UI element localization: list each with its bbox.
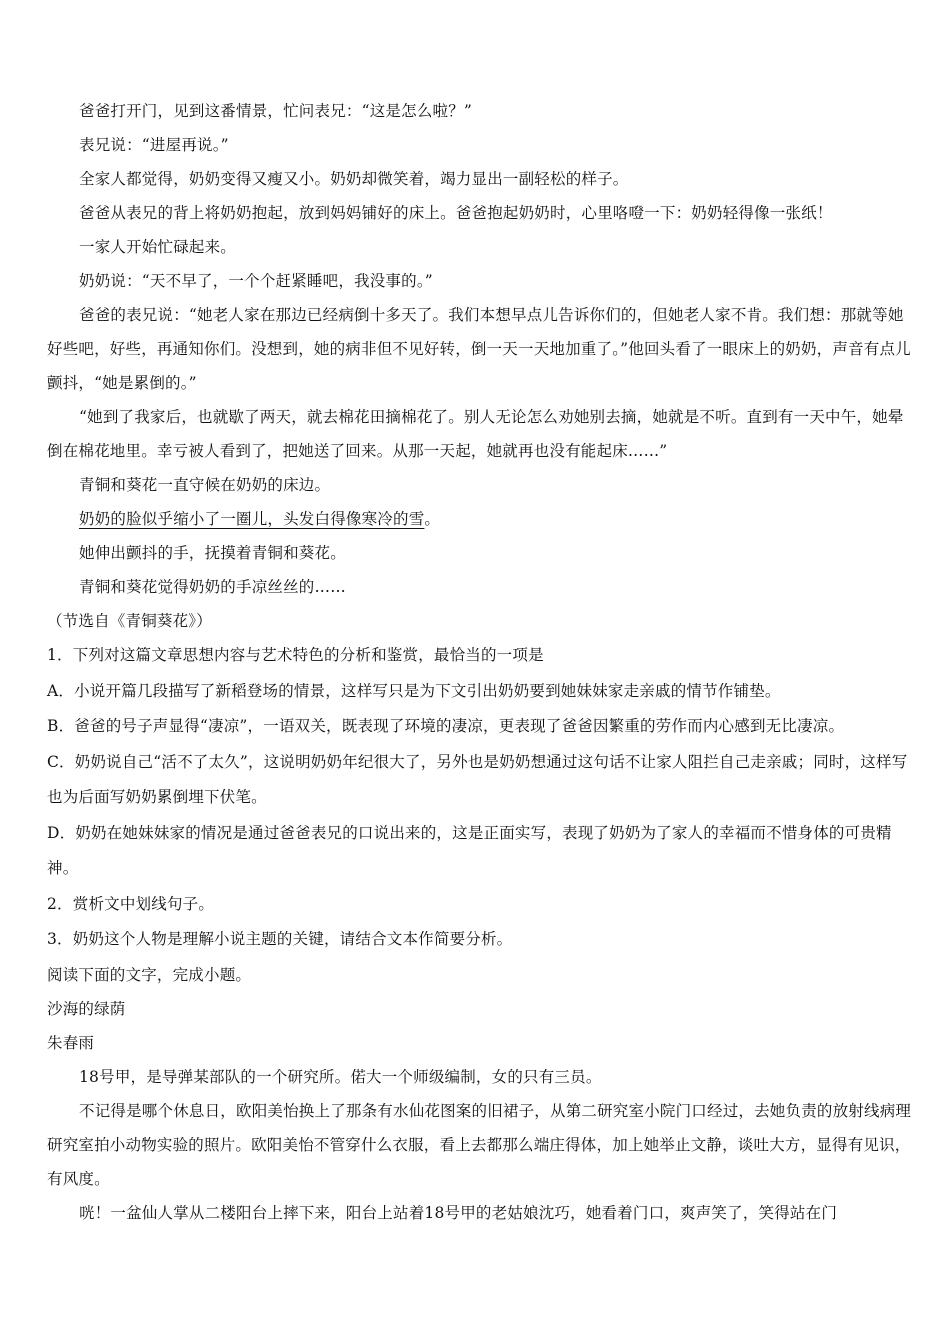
story-paragraph: 她伸出颤抖的手，抚摸着青铜和葵花。 bbox=[79, 544, 346, 562]
story-paragraph: 爸爸的表兄说：“她老人家在那边已经病倒十多天了。我们本想早点儿告诉你们的，但她老人家不肯。我们想：那就等她好些吧，好些，再通知你们。没想到，她的病非但不见好转，倒一天一天地加重了。”他回头看了一眼床上的奶奶，声音有点儿颤抖，“她是累倒的。” bbox=[47, 306, 911, 392]
story-paragraph: 一家人开始忙碌起来。 bbox=[79, 238, 237, 256]
option-d: D．奶奶在她妹妹家的情况是通过爸爸表兄的口说出来的，这是正面实写，表现了奶奶为了家人的幸福而不惜身体的可贵精神。 bbox=[47, 823, 892, 877]
source-note: （节选自《青铜葵花》） bbox=[47, 612, 212, 630]
option-a: A．小说开篇几段描写了新稻登场的情景，这样写只是为下文引出奶奶要到她妹妹家走亲戚的情节作铺垫。 bbox=[47, 681, 781, 700]
story-paragraph: 爸爸打开门，见到这番情景，忙问表兄：“这是怎么啦？” bbox=[79, 102, 473, 120]
underlined-sentence-end: 。 bbox=[424, 510, 441, 528]
reading-instruction: 阅读下面的文字，完成小题。 bbox=[47, 965, 252, 984]
story-paragraph: 18号甲，是导弹某部队的一个研究所。偌大一个师级编制，女的只有三员。 bbox=[79, 1067, 602, 1086]
question-3: 3．奶奶这个人物是理解小说主题的关键，请结合文本作简要分析。 bbox=[47, 930, 513, 948]
story-paragraph: 青铜和葵花一直守候在奶奶的床边。 bbox=[79, 476, 331, 494]
story-paragraph: 咣！一盆仙人掌从二楼阳台上摔下来，阳台上站着18号甲的老姑娘沈巧，她看着门口，爽声笑了，笑得站在门 bbox=[79, 1203, 838, 1222]
option-c: C．奶奶说自己“活不了太久”，这说明奶奶年纪很大了，另外也是奶奶想通过这句话不让家人阻拦自己走亲戚；同时，这样写也为后面写奶奶累倒埋下伏笔。 bbox=[47, 752, 908, 806]
story-paragraph: 青铜和葵花觉得奶奶的手凉丝丝的…… bbox=[79, 578, 346, 596]
option-b: B．爸爸的号子声显得“凄凉”，一语双关，既表现了环境的凄凉，更表现了爸爸因繁重的劳作而内心感到无比凄凉。 bbox=[47, 717, 845, 735]
story-paragraph: 全家人都觉得，奶奶变得又瘦又小。奶奶却微笑着，竭力显出一副轻松的样子。 bbox=[79, 170, 629, 188]
story-paragraph: 奶奶说：“天不早了，一个个赶紧睡吧，我没事的。” bbox=[79, 272, 433, 290]
question-2: 2．赏析文中划线句子。 bbox=[47, 894, 215, 913]
story-paragraph: “她到了我家后，也就歇了两天，就去棉花田摘棉花了。别人无论怎么劝她别去摘，她就是不听。直到有一天中午，她晕倒在棉花地里。幸亏被人看到了，把她送了回来。从那一天起，她就再也没有能起床……” bbox=[47, 408, 904, 460]
underlined-sentence: 奶奶的脸似乎缩小了一圈儿，头发白得像寒冷的雪 bbox=[79, 510, 425, 528]
document-body bbox=[47, 94, 913, 1230]
underlined-paragraph bbox=[47, 502, 913, 536]
story-title: 沙海的绿荫 bbox=[47, 999, 126, 1018]
story-paragraph: 表兄说：“进屋再说。” bbox=[79, 136, 229, 154]
story-author: 朱春雨 bbox=[47, 1033, 95, 1052]
question-1: 1．下列对这篇文章思想内容与艺术特色的分析和鉴赏，最恰当的一项是 bbox=[47, 646, 544, 664]
story-paragraph: 不记得是哪个休息日，欧阳美怡换上了那条有水仙花图案的旧裙子，从第二研究室小院门口经过，去她负责的放射线病理研究室拍小动物实验的照片。欧阳美怡不管穿什么衣服，看上去都那么端庄得体，加上她举止文静，谈吐大方，显得有见识，有风度。 bbox=[47, 1101, 912, 1188]
story-paragraph: 爸爸从表兄的背上将奶奶抱起，放到妈妈铺好的床上。爸爸抱起奶奶时，心里咯噔一下：奶奶轻得像一张纸！ bbox=[79, 204, 833, 222]
